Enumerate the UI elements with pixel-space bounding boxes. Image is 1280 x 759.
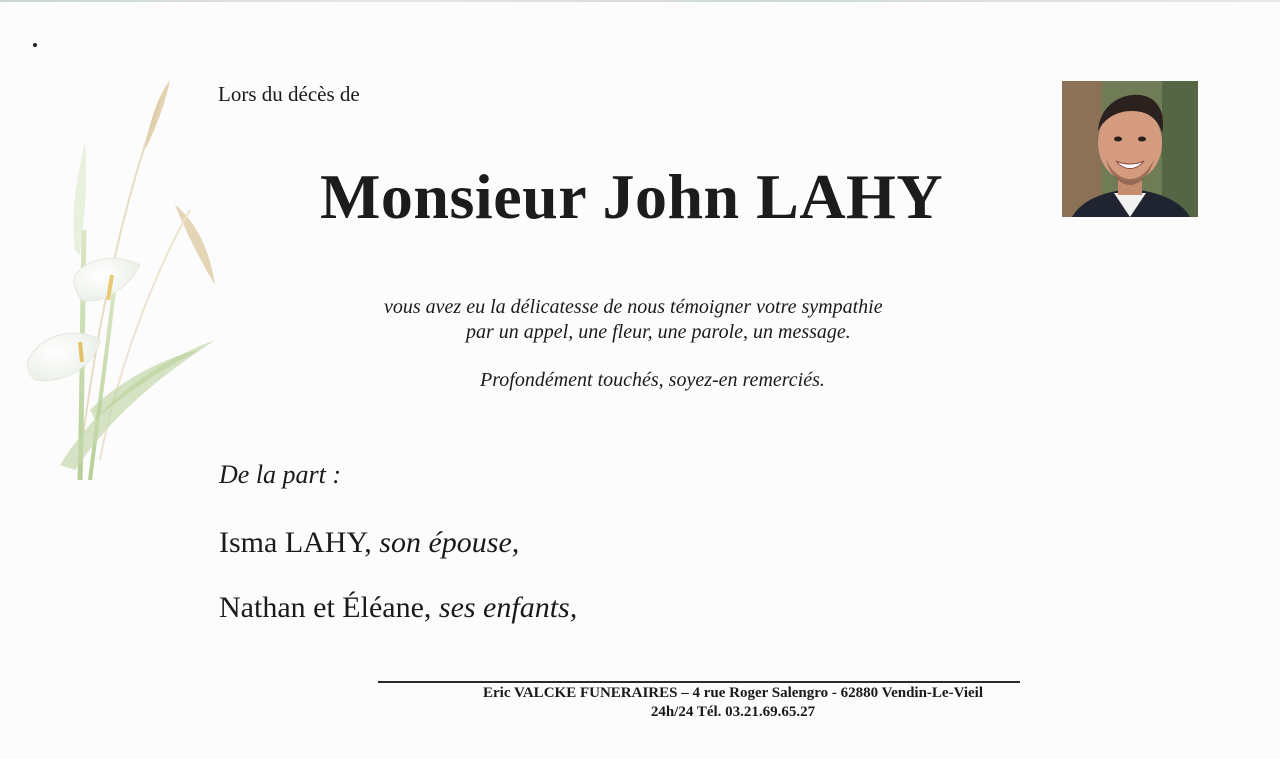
- funeral-home-footer: [378, 684, 1088, 722]
- calla-lily-icon: [20, 80, 230, 480]
- deceased-name: Monsieur John LAHY: [320, 161, 944, 232]
- portrait-icon: [1062, 81, 1198, 217]
- family-member-name: Isma LAHY,: [219, 526, 372, 559]
- message-line-2: par un appel, une fleur, une parole, un message.: [466, 321, 851, 343]
- funeral-home-phone: 24h/24 Tél. 03.21.69.65.27: [650, 704, 816, 720]
- funeral-home-address: Eric VALCKE FUNERAIRES – 4 rue Roger Salengro - 62880 Vendin-Le-Vieil: [482, 685, 984, 701]
- family-member-relation: son épouse,: [379, 526, 520, 559]
- family-member: [219, 591, 577, 625]
- from-label: De la part :: [219, 460, 342, 489]
- scan-edge: [0, 0, 1280, 2]
- scan-speck: [33, 43, 37, 47]
- family-member: [219, 526, 519, 560]
- footer-divider: [378, 681, 1020, 683]
- message-line-1: vous avez eu la délicatesse de nous témoigner votre sympathie: [384, 296, 883, 318]
- thanks-line: Profondément touchés, soyez-en remerciés.: [480, 369, 825, 391]
- portrait-photo: [1062, 81, 1198, 217]
- intro-text: Lors du décès de: [218, 82, 360, 106]
- family-member-name: Nathan et Éléane,: [219, 591, 432, 624]
- family-member-relation: ses enfants,: [438, 591, 578, 624]
